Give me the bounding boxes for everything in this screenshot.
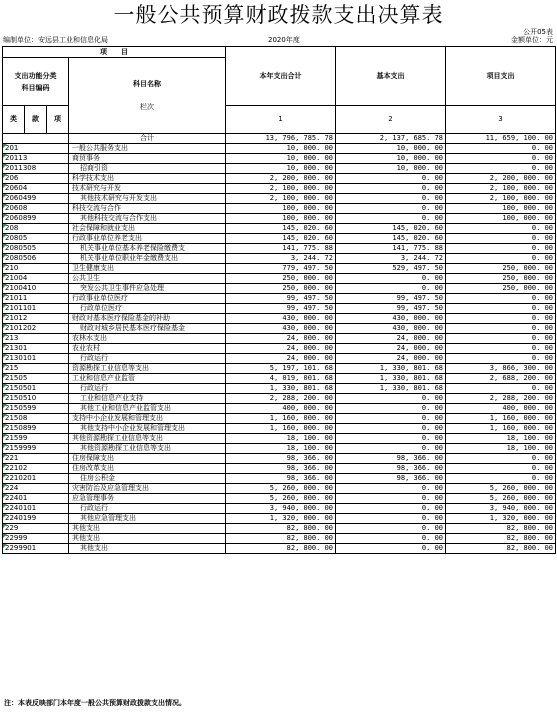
sum-project: 11, 659, 100. 00 <box>446 134 556 144</box>
row-subject-name: 一般公共服务支出 <box>69 144 226 154</box>
row-project: 3, 940, 000. 00 <box>446 504 556 514</box>
row-basic: 98, 366. 00 <box>336 474 446 484</box>
row-subject-name: 卫生健康支出 <box>69 264 226 274</box>
row-project: 0. 00 <box>446 464 556 474</box>
table-row <box>3 254 556 264</box>
expenditure-table <box>2 46 556 554</box>
row-basic: 98, 366. 00 <box>336 464 446 474</box>
row-code: 20805 <box>3 234 69 244</box>
row-project: 18, 100. 00 <box>446 444 556 454</box>
row-code: 215 <box>3 364 69 374</box>
form-number: 公开05表 <box>523 28 553 36</box>
row-total: 5, 197, 101. 68 <box>226 364 336 374</box>
row-code: 2240199 <box>3 514 69 524</box>
row-total: 430, 000. 00 <box>226 314 336 324</box>
table-row <box>3 194 556 204</box>
row-subject-name: 应急管理事务 <box>69 494 226 504</box>
row-subject-name: 工业和信息产业监管 <box>69 374 226 384</box>
row-code: 2101202 <box>3 324 69 334</box>
table-row <box>3 274 556 284</box>
row-subject-name: 其他资源勘探工业信息等支出 <box>69 444 226 454</box>
row-basic: 0. 00 <box>336 174 446 184</box>
row-code: 20113 <box>3 154 69 164</box>
table-row <box>3 264 556 274</box>
row-basic: 0. 00 <box>336 514 446 524</box>
table-row <box>3 214 556 224</box>
row-basic: 0. 00 <box>336 404 446 414</box>
row-total: 250, 000. 00 <box>226 284 336 294</box>
row-subject-name: 招商引资 <box>69 164 226 174</box>
row-code: 221 <box>3 454 69 464</box>
row-code: 2150510 <box>3 394 69 404</box>
row-subject-name: 灾害防治及应急管理支出 <box>69 484 226 494</box>
row-subject-name: 工业和信息产业支持 <box>69 394 226 404</box>
row-project: 18, 100. 00 <box>446 434 556 444</box>
row-code: 213 <box>3 334 69 344</box>
row-subject-name: 其他支出 <box>69 534 226 544</box>
row-code: 2299901 <box>3 544 69 554</box>
row-basic: 0. 00 <box>336 504 446 514</box>
row-project: 250, 000. 00 <box>446 264 556 274</box>
table-row <box>3 414 556 424</box>
row-subject-name: 资源勘探工业信息等支出 <box>69 364 226 374</box>
row-total: 2, 100, 000. 00 <box>226 184 336 194</box>
row-project: 100, 000. 00 <box>446 204 556 214</box>
row-subject-name: 其他资源勘探工业信息等支出 <box>69 434 226 444</box>
row-total: 24, 000. 00 <box>226 344 336 354</box>
table-row <box>3 474 556 484</box>
row-basic: 0. 00 <box>336 484 446 494</box>
row-subject-name: 农林水支出 <box>69 334 226 344</box>
row-code: 2210201 <box>3 474 69 484</box>
row-project: 2, 688, 200. 00 <box>446 374 556 384</box>
row-subject-name: 其他支出 <box>69 544 226 554</box>
row-total: 250, 000. 00 <box>226 274 336 284</box>
row-project: 0. 00 <box>446 324 556 334</box>
header-xiang: 项 <box>47 106 69 134</box>
sum-total: 13, 796, 785. 78 <box>226 134 336 144</box>
row-project: 0. 00 <box>446 254 556 264</box>
header-subject-name <box>69 58 226 134</box>
row-total: 98, 366. 00 <box>226 474 336 484</box>
row-basic: 0. 00 <box>336 214 446 224</box>
row-total: 3, 244. 72 <box>226 254 336 264</box>
row-project: 0. 00 <box>446 164 556 174</box>
report-year: 2020年度 <box>268 36 300 44</box>
row-basic: 1, 330, 801. 68 <box>336 384 446 394</box>
table-row <box>3 504 556 514</box>
row-code: 20608 <box>3 204 69 214</box>
header-basic: 基本支出 <box>336 47 446 106</box>
row-subject-name: 公共卫生 <box>69 274 226 284</box>
row-code: 22102 <box>3 464 69 474</box>
row-project: 0. 00 <box>446 154 556 164</box>
row-total: 10, 000. 00 <box>226 154 336 164</box>
row-project: 0. 00 <box>446 244 556 254</box>
row-basic: 0. 00 <box>336 434 446 444</box>
row-subject-name: 农业农村 <box>69 344 226 354</box>
row-total: 10, 000. 00 <box>226 144 336 154</box>
seq-col3: 3 <box>446 106 556 134</box>
row-project: 1, 160, 000. 00 <box>446 414 556 424</box>
row-subject-name: 财政对基本医疗保险基金的补助 <box>69 314 226 324</box>
row-subject-name: 其他工业和信息产业监管支出 <box>69 404 226 414</box>
table-row <box>3 154 556 164</box>
row-basic: 98, 366. 00 <box>336 454 446 464</box>
row-code: 229 <box>3 524 69 534</box>
row-total: 145, 020. 60 <box>226 224 336 234</box>
row-project: 0. 00 <box>446 234 556 244</box>
row-code: 2011308 <box>3 164 69 174</box>
table-row <box>3 484 556 494</box>
row-total: 145, 020. 60 <box>226 234 336 244</box>
row-basic: 0. 00 <box>336 274 446 284</box>
row-basic: 10, 000. 00 <box>336 144 446 154</box>
report-title: 一般公共预算财政拨款支出决算表 <box>113 3 444 27</box>
row-code: 2130101 <box>3 354 69 364</box>
row-code: 21012 <box>3 314 69 324</box>
row-total: 5, 260, 000. 00 <box>226 494 336 504</box>
table-row <box>3 434 556 444</box>
row-subject-name: 社会保障和就业支出 <box>69 224 226 234</box>
row-project: 0. 00 <box>446 294 556 304</box>
row-code: 21505 <box>3 374 69 384</box>
row-project: 0. 00 <box>446 334 556 344</box>
row-subject-name: 其他应急管理支出 <box>69 514 226 524</box>
header-lei: 类 <box>3 106 25 134</box>
row-project: 82, 800. 00 <box>446 534 556 544</box>
row-total: 82, 800. 00 <box>226 534 336 544</box>
row-total: 5, 260, 000. 00 <box>226 484 336 494</box>
row-total: 2, 100, 000. 00 <box>226 194 336 204</box>
footnote: 注：本表反映部门本年度一般公共预算财政拨款支出情况。 <box>4 699 186 707</box>
row-basic: 3, 244. 72 <box>336 254 446 264</box>
row-basic: 0. 00 <box>336 534 446 544</box>
table-row <box>3 534 556 544</box>
row-project: 100, 000. 00 <box>446 214 556 224</box>
row-project: 0. 00 <box>446 354 556 364</box>
row-code: 21599 <box>3 434 69 444</box>
table-row <box>3 344 556 354</box>
row-total: 82, 800. 00 <box>226 524 336 534</box>
row-subject-name: 行政运行 <box>69 384 226 394</box>
row-basic: 145, 020. 60 <box>336 224 446 234</box>
row-subject-name: 行政运行 <box>69 354 226 364</box>
row-total: 18, 100. 00 <box>226 434 336 444</box>
table-row <box>3 304 556 314</box>
table-row <box>3 454 556 464</box>
row-subject-name: 行政事业单位医疗 <box>69 294 226 304</box>
row-basic: 0. 00 <box>336 544 446 554</box>
row-basic: 0. 00 <box>336 524 446 534</box>
row-subject-name: 其他技术研究与开发支出 <box>69 194 226 204</box>
table-row <box>3 334 556 344</box>
row-code: 2080506 <box>3 254 69 264</box>
row-basic: 0. 00 <box>336 494 446 504</box>
row-project: 0. 00 <box>446 224 556 234</box>
row-total: 98, 366. 00 <box>226 454 336 464</box>
row-project: 0. 00 <box>446 344 556 354</box>
table-row <box>3 424 556 434</box>
row-total: 99, 497. 50 <box>226 294 336 304</box>
row-code: 2060899 <box>3 214 69 224</box>
row-code: 2159999 <box>3 444 69 454</box>
row-subject-name: 住房改革支出 <box>69 464 226 474</box>
row-basic: 10, 000. 00 <box>336 164 446 174</box>
row-code: 22401 <box>3 494 69 504</box>
row-total: 2, 288, 200. 00 <box>226 394 336 404</box>
row-total: 10, 000. 00 <box>226 164 336 174</box>
row-project: 2, 100, 000. 00 <box>446 184 556 194</box>
table-row <box>3 244 556 254</box>
row-project: 82, 800. 00 <box>446 524 556 534</box>
row-basic: 145, 020. 60 <box>336 234 446 244</box>
row-project: 2, 288, 200. 00 <box>446 394 556 404</box>
row-total: 100, 000. 00 <box>226 204 336 214</box>
table-row <box>3 204 556 214</box>
row-code: 2150899 <box>3 424 69 434</box>
row-subject-name: 其他支持中小企业发展和管理支出 <box>69 424 226 434</box>
table-row <box>3 544 556 554</box>
table-row <box>3 144 556 154</box>
row-subject-name: 支持中小企业发展和管理支出 <box>69 414 226 424</box>
table-row <box>3 184 556 194</box>
subject-name-text: 科目名称 <box>133 79 161 88</box>
row-project: 250, 000. 00 <box>446 284 556 294</box>
row-code: 2100410 <box>3 284 69 294</box>
row-project: 82, 800. 00 <box>446 544 556 554</box>
row-total: 141, 775. 88 <box>226 244 336 254</box>
row-project: 1, 320, 000. 00 <box>446 514 556 524</box>
row-total: 99, 497. 50 <box>226 304 336 314</box>
row-subject-name: 财政对城乡居民基本医疗保险基金 <box>69 324 226 334</box>
row-project: 0. 00 <box>446 144 556 154</box>
row-subject-name: 机关事业单位基本养老保险缴费支 <box>69 244 226 254</box>
table-row <box>3 314 556 324</box>
row-total: 1, 160, 000. 00 <box>226 424 336 434</box>
row-code: 22999 <box>3 534 69 544</box>
row-basic: 24, 000. 00 <box>336 334 446 344</box>
row-code: 2101101 <box>3 304 69 314</box>
table-row <box>3 284 556 294</box>
row-code: 2240101 <box>3 504 69 514</box>
table-row <box>3 364 556 374</box>
row-basic: 430, 000. 00 <box>336 314 446 324</box>
row-code: 21301 <box>3 344 69 354</box>
row-project: 0. 00 <box>446 304 556 314</box>
row-total: 100, 000. 00 <box>226 214 336 224</box>
row-code: 21508 <box>3 414 69 424</box>
row-subject-name: 行政单位医疗 <box>69 304 226 314</box>
row-code: 2150599 <box>3 404 69 414</box>
row-subject-name: 技术研究与开发 <box>69 184 226 194</box>
row-code: 224 <box>3 484 69 494</box>
row-project: 2, 100, 000. 00 <box>446 194 556 204</box>
row-code: 208 <box>3 224 69 234</box>
table-row <box>3 164 556 174</box>
row-total: 18, 100. 00 <box>226 444 336 454</box>
row-total: 82, 800. 00 <box>226 544 336 554</box>
row-basic: 24, 000. 00 <box>336 344 446 354</box>
row-subject-name: 行政事业单位养老支出 <box>69 234 226 244</box>
row-code: 2150501 <box>3 384 69 394</box>
row-basic: 0. 00 <box>336 444 446 454</box>
row-subject-name: 机关事业单位职业年金缴费支出 <box>69 254 226 264</box>
row-basic: 99, 497. 50 <box>336 304 446 314</box>
table-row <box>3 444 556 454</box>
row-subject-name: 其他科技交流与合作支出 <box>69 214 226 224</box>
table-row <box>3 494 556 504</box>
table-row <box>3 524 556 534</box>
row-project: 5, 260, 000. 00 <box>446 494 556 504</box>
row-project: 0. 00 <box>446 474 556 484</box>
row-total: 1, 160, 000. 00 <box>226 414 336 424</box>
seq-label: 栏次 <box>140 102 154 111</box>
row-basic: 10, 000. 00 <box>336 154 446 164</box>
row-project: 3, 866, 300. 00 <box>446 364 556 374</box>
row-basic: 141, 775. 88 <box>336 244 446 254</box>
row-project: 0. 00 <box>446 314 556 324</box>
org-label: 编制单位：安远县工业和信息化局 <box>3 36 108 44</box>
row-project: 5, 260, 000. 00 <box>446 484 556 494</box>
row-basic: 0. 00 <box>336 414 446 424</box>
sum-code-cell <box>3 134 69 144</box>
row-code: 20604 <box>3 184 69 194</box>
row-subject-name: 行政运行 <box>69 504 226 514</box>
row-total: 1, 330, 801. 68 <box>226 384 336 394</box>
row-basic: 1, 330, 801. 68 <box>336 374 446 384</box>
row-basic: 0. 00 <box>336 284 446 294</box>
amount-unit: 金额单位：元 <box>511 36 553 44</box>
row-basic: 1, 330, 801. 68 <box>336 364 446 374</box>
sum-basic: 2, 137, 685. 78 <box>336 134 446 144</box>
header-item: 项 目 <box>3 47 226 58</box>
row-total: 98, 366. 00 <box>226 464 336 474</box>
row-subject-name: 商贸事务 <box>69 154 226 164</box>
report-meta <box>0 35 557 46</box>
row-total: 24, 000. 00 <box>226 354 336 364</box>
table-row <box>3 174 556 184</box>
table-row <box>3 384 556 394</box>
table-row <box>3 394 556 404</box>
row-total: 4, 019, 001. 68 <box>226 374 336 384</box>
row-total: 1, 320, 000. 00 <box>226 514 336 524</box>
row-basic: 430, 000. 00 <box>336 324 446 334</box>
row-project: 0. 00 <box>446 454 556 464</box>
header-kuan: 款 <box>25 106 47 134</box>
row-basic: 0. 00 <box>336 184 446 194</box>
row-basic: 529, 497. 50 <box>336 264 446 274</box>
row-project: 0. 00 <box>446 384 556 394</box>
row-code: 2080505 <box>3 244 69 254</box>
row-subject-name: 科技交流与合作 <box>69 204 226 214</box>
row-subject-name: 住房公积金 <box>69 474 226 484</box>
row-total: 2, 200, 000. 00 <box>226 174 336 184</box>
row-code: 21004 <box>3 274 69 284</box>
row-total: 400, 000. 00 <box>226 404 336 414</box>
row-subject-name: 其他支出 <box>69 524 226 534</box>
row-subject-name: 科学技术支出 <box>69 174 226 184</box>
row-project: 250, 000. 00 <box>446 274 556 284</box>
row-project: 1, 160, 000. 00 <box>446 424 556 434</box>
seq-col1: 1 <box>226 106 336 134</box>
row-code: 201 <box>3 144 69 154</box>
row-subject-name: 突发公共卫生事件应急处理 <box>69 284 226 294</box>
row-basic: 0. 00 <box>336 424 446 434</box>
row-basic: 0. 00 <box>336 394 446 404</box>
table-row <box>3 294 556 304</box>
table-row <box>3 234 556 244</box>
row-basic: 0. 00 <box>336 194 446 204</box>
row-total: 3, 940, 000. 00 <box>226 504 336 514</box>
header-func-class: 支出功能分类 科目编码 <box>3 58 69 106</box>
row-total: 24, 000. 00 <box>226 334 336 344</box>
sum-row <box>3 134 556 144</box>
row-project: 400, 000. 00 <box>446 404 556 414</box>
row-code: 206 <box>3 174 69 184</box>
sum-label: 合计 <box>69 134 226 144</box>
header-project: 项目支出 <box>446 47 556 106</box>
row-total: 430, 000. 00 <box>226 324 336 334</box>
table-row <box>3 374 556 384</box>
row-basic: 99, 497. 50 <box>336 294 446 304</box>
row-basic: 24, 000. 00 <box>336 354 446 364</box>
table-row <box>3 404 556 414</box>
table-row <box>3 354 556 364</box>
table-row <box>3 464 556 474</box>
row-code: 210 <box>3 264 69 274</box>
table-row <box>3 224 556 234</box>
table-row <box>3 514 556 524</box>
row-subject-name: 住房保障支出 <box>69 454 226 464</box>
seq-col2: 2 <box>336 106 446 134</box>
table-row <box>3 324 556 334</box>
row-project: 2, 200, 000. 00 <box>446 174 556 184</box>
header-total: 本年支出合计 <box>226 47 336 106</box>
row-code: 2060499 <box>3 194 69 204</box>
row-code: 21011 <box>3 294 69 304</box>
row-total: 779, 497. 50 <box>226 264 336 274</box>
row-basic: 0. 00 <box>336 204 446 214</box>
